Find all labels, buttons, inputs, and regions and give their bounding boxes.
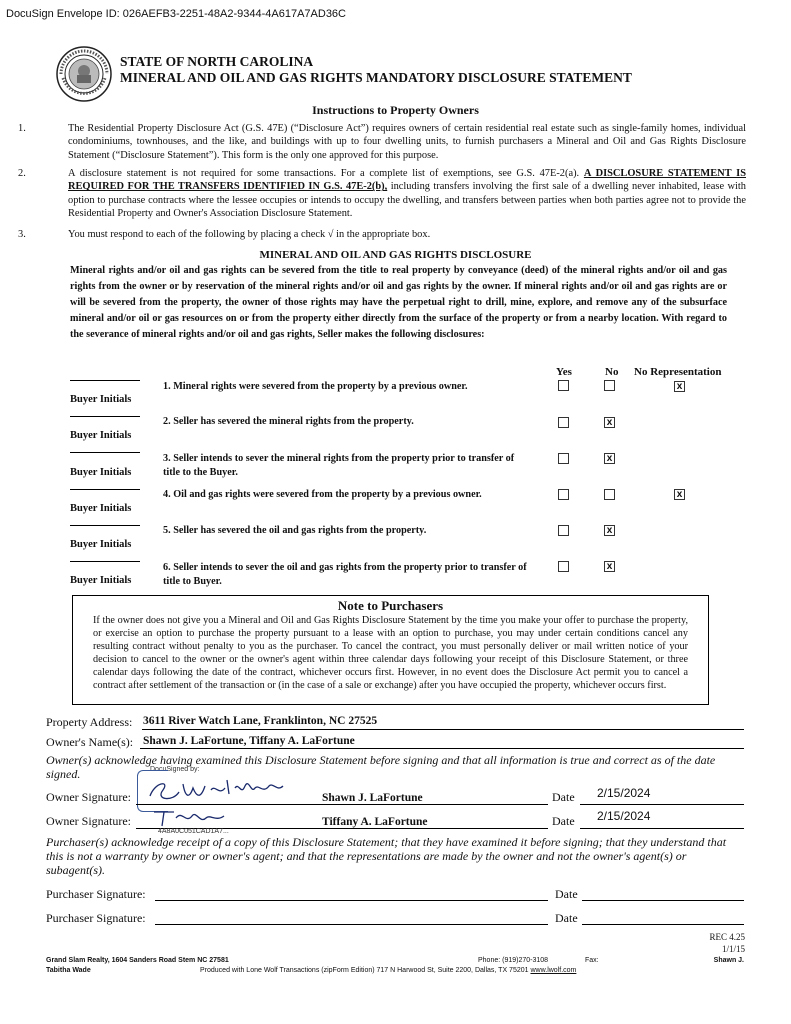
owners-name-value[interactable]: Shawn J. LaFortune, Tiffany A. LaFortune	[143, 735, 355, 747]
owner-signature-label: Owner Signature:	[46, 790, 131, 804]
purchaser-signature-label: Purchaser Signature:	[46, 887, 146, 901]
form-title	[120, 54, 632, 86]
question-text: 4. Oil and gas rights were severed from the property by a previous owner.	[163, 489, 482, 500]
owner-2-handwritten-signature[interactable]	[150, 806, 230, 830]
buyer-initials-label: Buyer Initials	[70, 539, 132, 550]
instruction-item-2	[18, 167, 746, 220]
instruction-item-3	[18, 228, 746, 241]
footer-agent: Tabitha Wade	[46, 967, 91, 974]
purchaser-signature-label: Purchaser Signature:	[46, 911, 146, 925]
column-no-representation: No Representation	[634, 366, 722, 378]
footer-fax: Fax:	[585, 957, 599, 964]
instruction-text: You must respond to each of the following by placing a check √ in the appropriate box.	[68, 229, 431, 240]
no-checkbox-checked[interactable]: x	[604, 525, 615, 536]
date-line	[580, 828, 744, 829]
instruction-text	[68, 167, 746, 220]
date-label: Date	[552, 790, 575, 804]
yes-checkbox[interactable]	[558, 489, 569, 500]
question-text: 2. Seller has severed the mineral rights from the property.	[163, 416, 414, 427]
buyer-initials-label: Buyer Initials	[70, 503, 132, 514]
instruction-number: 1.	[18, 123, 26, 134]
owner-1-handwritten-signature[interactable]	[145, 774, 290, 808]
form-code-number: REC 4.25	[709, 932, 745, 942]
yes-checkbox[interactable]	[558, 525, 569, 536]
buyer-initials-field[interactable]	[70, 561, 140, 562]
owner-name-printed: Tiffany A. LaFortune	[322, 816, 428, 828]
question-text: 3. Seller intends to sever the mineral rights from the property prior to transfer of title to the Buyer.	[163, 453, 515, 478]
envelope-id: DocuSign Envelope ID: 026AEFB3-2251-48A2-9344-4A617A7AD36C	[6, 8, 346, 20]
property-address-label: Property Address:	[46, 715, 133, 729]
no-checkbox[interactable]	[604, 380, 615, 391]
footer-produced	[200, 967, 576, 974]
owners-name-label: Owner's Name(s):	[46, 735, 134, 749]
date-label: Date	[552, 814, 575, 828]
purchaser-date-field[interactable]	[582, 900, 744, 901]
footer-produced-text: Produced with Lone Wolf Transactions (zipForm Edition) 717 N Harwood St, Suite 2200, Dallas, TX 75201	[200, 967, 531, 974]
buyer-initials-field[interactable]	[70, 525, 140, 526]
buyer-initials-label: Buyer Initials	[70, 430, 132, 441]
form-code-date: 1/1/15	[721, 944, 745, 954]
disclosure-paragraph: Mineral rights and/or oil and gas rights can be severed from the title to real property by conveyance (deed) of the mineral rights and/or oil and gas rights from the owner or by reservation of the mineral rights and/or oil and gas rights by the owner. If mineral rights and/or oil and gas rights are or will be severed from the property, the owner of those rights may have the perpetual right to drill, mine, explore, and remove any of the subsurface mineral and/or oil or gas resources on or from the property either directly from the surface of the property or from a nearby location. With regard to the severance of mineral rights and/or oil and gas rights, Seller makes the following disclosures:	[70, 265, 727, 340]
instruction-text-a: A disclosure statement is not required for some transactions. For a complete list of exemptions, see G.S. 47E-2(a).	[68, 168, 584, 179]
date-line	[580, 804, 744, 805]
buyer-initials-field[interactable]	[70, 416, 140, 417]
buyer-initials-field[interactable]	[70, 380, 140, 381]
no-checkbox-checked[interactable]: x	[604, 561, 615, 572]
owner-acknowledgement: Owner(s) acknowledge having examined this Disclosure Statement before signing and that all information is true and correct as of the date signed.	[46, 753, 716, 781]
note-to-purchasers-box	[72, 595, 709, 705]
disclosure-heading: MINERAL AND OIL AND GAS RIGHTS DISCLOSURE	[259, 249, 532, 261]
instructions-heading: Instructions to Property Owners	[312, 103, 479, 117]
owner-signature-label: Owner Signature:	[46, 814, 131, 828]
instruction-text: The Residential Property Disclosure Act (G.S. 47E) (“Disclosure Act”) requires owners of certain residential real estate such as single-family homes, individual condominiums, townhouses, and the like, and buildings with up to four dwelling units, to furnish purchasers a Mineral and Oil and Gas Rights Disclosure Statement (“Disclosure Statement”). This form is the only one approved for this purpose.	[68, 123, 746, 161]
footer-brokerage: Grand Slam Realty, 1604 Sanders Road Stem NC 27581	[46, 957, 229, 964]
instruction-item-1	[18, 122, 746, 162]
footer-client: Shawn J.	[713, 957, 744, 964]
instruction-number: 2.	[18, 168, 26, 179]
form-code	[640, 931, 745, 955]
docusign-tag: 4A8A0C051CAD1A7...	[158, 828, 229, 835]
date-label: Date	[555, 887, 578, 901]
column-yes: Yes	[556, 366, 572, 378]
instruction-text-b: including transfers involving the first sale of a dwelling never inhabited, lease with option to purchase contracts where the lessee occupies or intends to occupy the dwelling, and transfers between parties when both parties agree not to provide the Residential Property and Owner's Association Disclosure Statement.	[68, 181, 746, 219]
no-representation-checkbox-checked[interactable]: x	[674, 381, 685, 392]
title-line-2: MINERAL AND OIL AND GAS RIGHTS MANDATORY DISCLOSURE STATEMENT	[120, 70, 632, 85]
docusign-tag: DocuSigned by:	[150, 766, 200, 773]
footer-link[interactable]: www.lwolf.com	[530, 967, 577, 974]
property-address-line	[142, 729, 744, 730]
note-title: Note to Purchasers	[337, 598, 444, 613]
yes-checkbox[interactable]	[558, 380, 569, 391]
yes-checkbox[interactable]	[558, 561, 569, 572]
buyer-initials-field[interactable]	[70, 489, 140, 490]
buyer-initials-field[interactable]	[70, 452, 140, 453]
purchaser-signature-field[interactable]	[155, 900, 548, 901]
yes-checkbox[interactable]	[558, 417, 569, 428]
column-no: No	[605, 366, 619, 378]
purchaser-date-field[interactable]	[582, 924, 744, 925]
date-label: Date	[555, 911, 578, 925]
owner-signature-date[interactable]: 2/15/2024	[597, 809, 651, 823]
note-body: If the owner does not give you a Mineral and Oil and Gas Rights Disclosure Statement by the time you make your offer to purchase the property, or exercise an option to purchase the property pursuant to a lease with an option to purchase, you may under certain conditions cancel any resulting contract without penalty to you as the purchaser. To cancel the contract, you must personally deliver or mail written notice of your decision to cancel to the owner or the owner's agent within three calendar days following your receipt of this Disclosure Statement, or three calendar days following the date of the contract, whichever occurs first. However, in no event does the Disclosure Act permit you to cancel a contract after settlement of the transaction or (in the case of a sale or exchange) after you have occupied the property, whichever occurs first.	[93, 615, 688, 691]
footer-phone: Phone: (919)270-3108	[478, 957, 549, 964]
purchaser-signature-field[interactable]	[155, 924, 548, 925]
no-checkbox[interactable]	[604, 489, 615, 500]
no-checkbox-checked[interactable]: x	[604, 453, 615, 464]
yes-checkbox[interactable]	[558, 453, 569, 464]
owner-signature-date[interactable]: 2/15/2024	[597, 786, 651, 800]
buyer-initials-label: Buyer Initials	[70, 467, 132, 478]
buyer-initials-label: Buyer Initials	[70, 394, 132, 405]
purchaser-acknowledgement: Purchaser(s) acknowledge receipt of a copy of this Disclosure Statement; that they have examined it before signing; that they understand that this is not a warranty by owner or owner's agent; and that the representations are made by the owner and not the owner's agent(s) or subagent(s).	[46, 835, 727, 877]
question-text: 5. Seller has severed the oil and gas rights from the property.	[163, 525, 427, 536]
no-representation-checkbox-checked[interactable]: x	[674, 489, 685, 500]
instruction-number: 3.	[18, 229, 26, 240]
owners-name-line	[140, 748, 744, 749]
owner-name-printed: Shawn J. LaFortune	[322, 792, 423, 804]
no-checkbox-checked[interactable]: x	[604, 417, 615, 428]
title-line-1: STATE OF NORTH CAROLINA	[120, 54, 314, 69]
question-text: 6. Seller intends to sever the oil and gas rights from the property prior to transfer of title to Buyer.	[163, 562, 527, 587]
nc-real-estate-seal-icon	[55, 45, 113, 103]
instruction-text-underlined: A DISCLOSURE STATEMENT IS REQUIRED FOR THE TRANSFERS IDENTIFIED IN G.S. 47E-2(b),	[68, 168, 746, 193]
question-text: 1. Mineral rights were severed from the property by a previous owner.	[163, 381, 468, 392]
property-address-value[interactable]: 3611 River Watch Lane, Franklinton, NC 27525	[143, 715, 378, 727]
buyer-initials-label: Buyer Initials	[70, 575, 132, 586]
